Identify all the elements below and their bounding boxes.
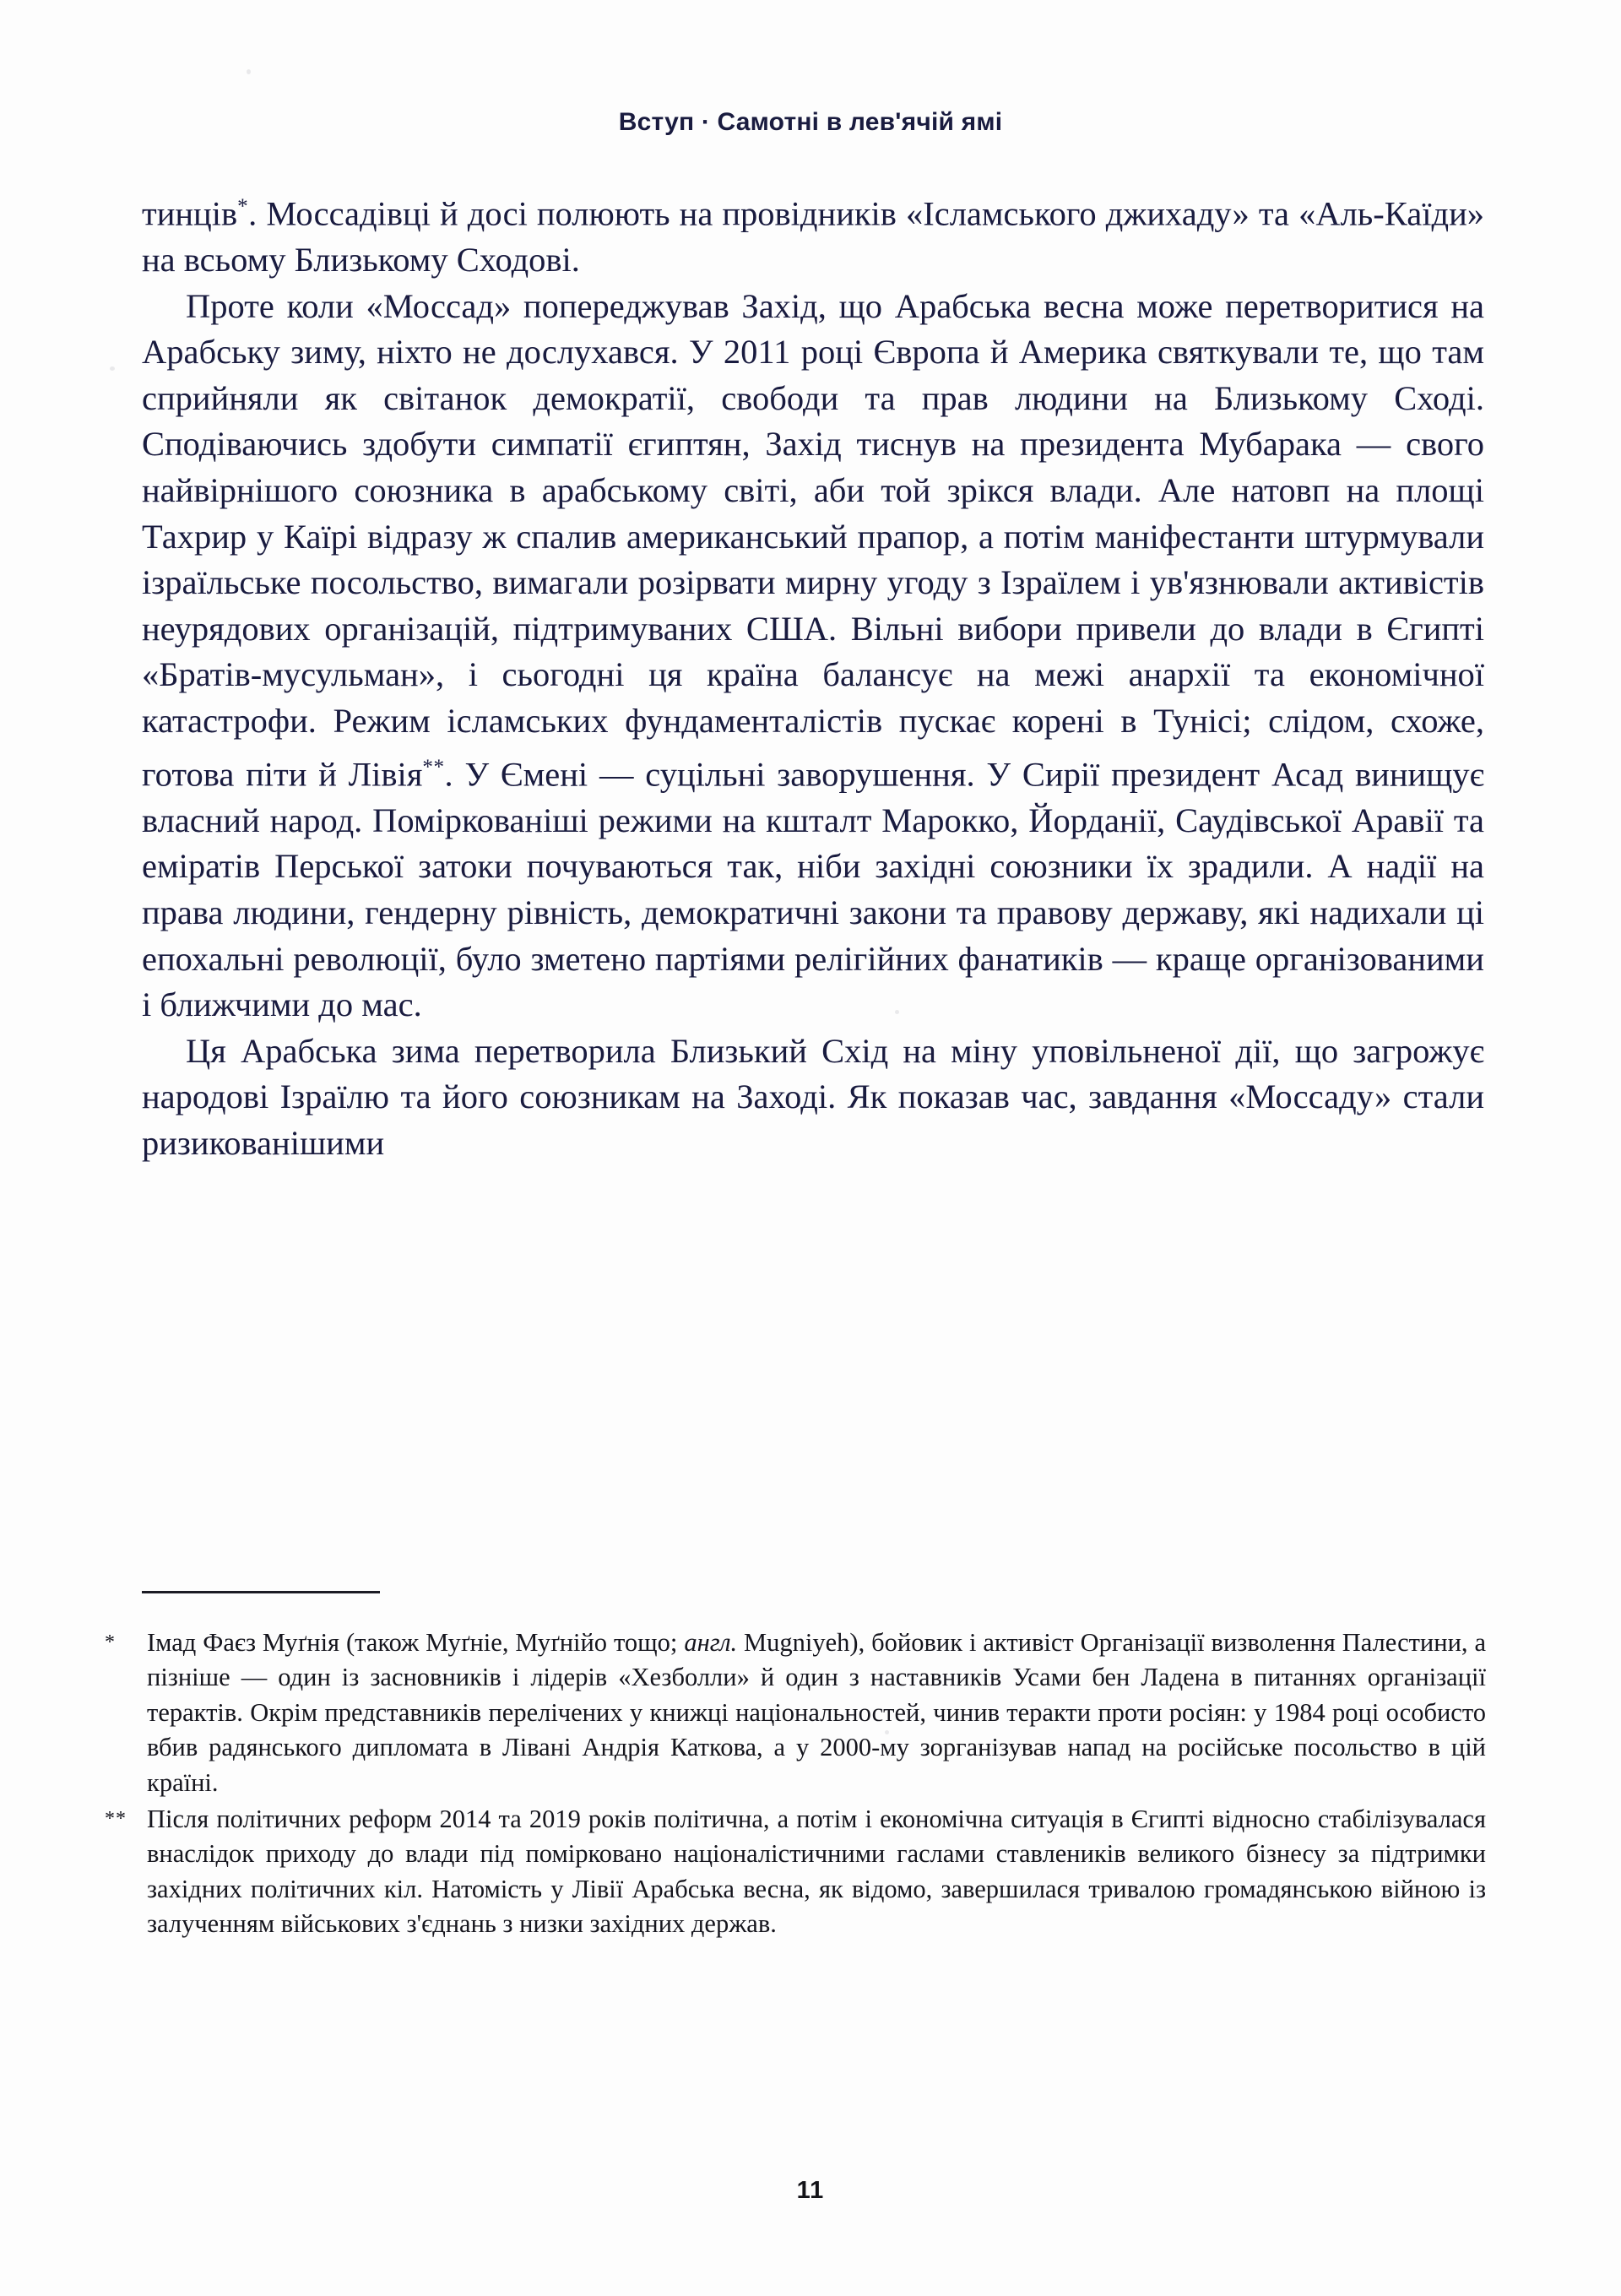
paragraph-1 [142,184,1484,284]
paragraph-3 [142,1029,1484,1167]
scan-speck [110,366,115,371]
paragraph-3-text: Ця Арабська зима перетворила Близький Схід на міну уповільненої дії, що загрожує народові Ізраїлю та його союзникам на Заході. Як показав час, завдання «Моссаду» стали ризикованішими [142,1031,1484,1162]
footnote-separator-rule [142,1591,380,1593]
page-number: 11 [796,2177,825,2204]
footnote-text-part1: Імад Фаєз Муґнія (також Муґніе, Муґнійо тощо; [147,1628,685,1657]
body-text [142,184,1484,1166]
footnote-marker: * [105,1631,116,1653]
paragraph-1-text-before-marker: тинців [142,194,238,233]
footnote-marker: ** [105,1808,127,1831]
footnote-italic-label: англ. [684,1628,738,1657]
paragraph-2 [142,284,1484,1029]
footnote-text [147,1626,1486,1800]
paragraph-1-text-after-marker: . Моссадівці й досі полюють на провідників «Ісламського джихаду» та «Аль-Каїди» на всьому Близькому Сходові. [142,194,1484,280]
running-head: Вступ · Самотні в лев'ячій ямі [618,108,1003,136]
footnote-text-part2: Mugniyeh), бойовик і активіст Організації визволення Палестини, а пізніше — один із засновників і лідерів «Хезболли» й один з наставників Усами бен Ладена в питаннях організації терактів. Окрім представників перелічених у книжці національностей, чинив теракти проти росіян: у 1984 році особисто вбив радянського дипломата в Лівані Андрія Каткова, а у 2000-му зорганізував напад на російське посольство в цій країні. [147,1628,1486,1797]
paragraph-2-text: Проте коли «Моссад» попереджував Захід, що Арабська весна може перетворитися на Арабську зиму, ніхто не дослухався. У 2011 році Європа й Америка святкували те, що там сприйняли як світанок демократії, свободи та прав людини на Близькому Сході. Сподіваючись здобути симпатії єгиптян, Захід тиснув на президента Мубарака — свого найвірнішого союзника в арабському світі, аби той зрікся влади. Але натовп на площі Тахрир у Каїрі відразу ж спалив американський прапор, а потім маніфестанти штурмували ізраїльське посольство, вимагали розірвати мирну угоду з Ізраїлем і ув'язнювали активістів неурядових організацій, підтримуваних США. Вільні вибори привели до влади в Єгипті «Братів-мусульман», і сьогодні ця країна балансує на межі анархії та економічної катастрофи. Режим ісламських фундаменталістів пускає корені в Тунісі; слідом, схоже, готова піти й Лівія [142,286,1484,794]
footnote-text [147,1802,1486,1942]
paragraph-2-text-after-marker: . У Ємені — суцільні заворушення. У Сирії президент Асад винищує власний народ. Поміркованіші режими на кшталт Марокко, Йорданії, Саудівської Аравії та еміратів Перської затоки почуваються так, ніби західні союзники їх зрадили. А надії на права людини, гендерну рівність, демократичні закони та правову державу, які надихали ці епохальні революції, було зметено партіями релігійних фанатиків — краще організованими і ближчими до мас. [142,755,1485,1024]
scan-speck [247,69,251,74]
footnote-text-part1: Після політичних реформ 2014 та 2019 років політична, а потім і економічна ситуація в Єгипті відносно стабілізувалася внаслідок приходу до влади під помірковано націоналістичними гаслами ставлеників великого бізнесу за підтримки західних політичних кіл. Натомість у Лівії Арабська весна, як відомо, завершилася тривалою громадянською війною із залученням військових з'єднань з низки західних держав. [147,1805,1486,1939]
footnote-item [101,1626,1486,1800]
footnote-marker-2: ** [422,755,445,779]
footnote-section [101,1626,1486,1944]
footnote-marker-1: * [237,195,249,218]
footnote-item [101,1802,1486,1942]
